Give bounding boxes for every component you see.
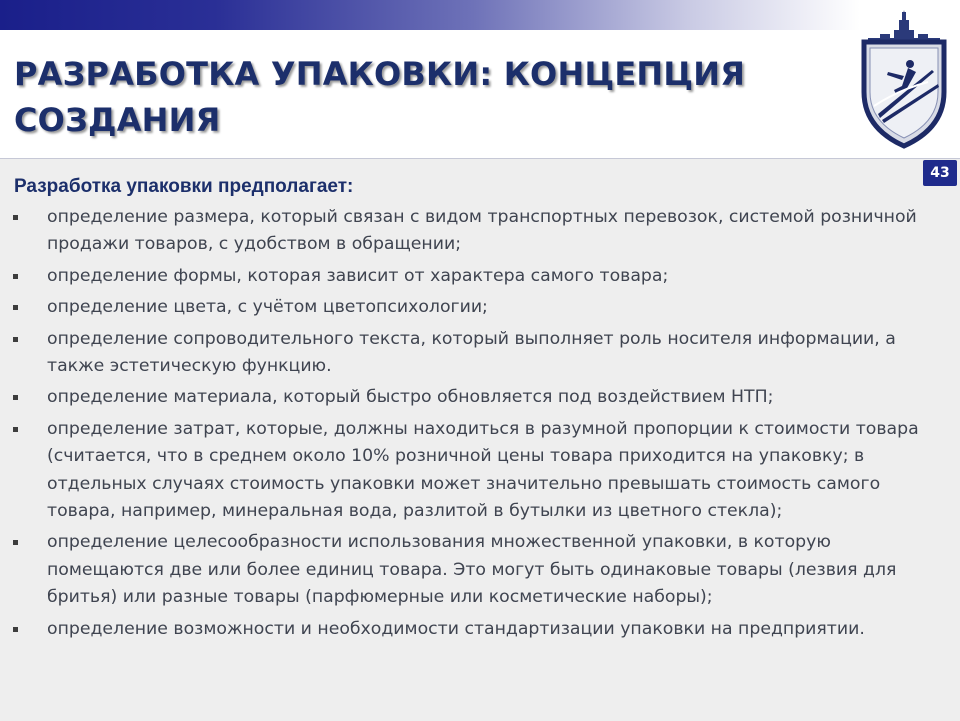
list-item-text: определение затрат, которые, должны находиться в разумной пропорции к стоимости товара (считается, что в среднем около 10% розничной цены товара приходится на упаковку; в отдельных случаях стоимость упаковки может значительно превышать стоимость самого товара, например, минеральная вода, разлитой в бутылки из цветного стекла); (47, 418, 919, 522)
list-item (0, 263, 940, 290)
list-item-text: определение цвета, с учётом цветопсихологии; (47, 297, 488, 318)
bullet-icon (13, 274, 18, 279)
bullet-icon (13, 427, 18, 432)
intro-heading: Разработка упаковки предполагает: (14, 176, 354, 197)
bullet-icon (13, 395, 18, 400)
list-item-text: определение размера, который связан с видом транспортных перевозок, системой розничной продажи товаров, с удобством в обращении; (47, 207, 917, 255)
header-gradient-bar (0, 0, 860, 30)
list-item (0, 294, 940, 321)
bullet-list (0, 204, 940, 647)
list-item-text: определение формы, которая зависит от характера самого товара; (47, 265, 669, 286)
bullet-icon (13, 627, 18, 632)
page-number-badge: 43 (923, 160, 957, 186)
slide-title-line1: РАЗРАБОТКА УПАКОВКИ: КОНЦЕПЦИЯ (14, 55, 746, 93)
list-item-text: определение сопроводительного текста, который выполняет роль носителя информации, а также эстетическую функцию. (47, 328, 896, 377)
bullet-icon (13, 540, 18, 545)
list-item-text: определение материала, который быстро обновляется под воздействием НТП; (47, 387, 774, 408)
slide-title (14, 51, 834, 143)
bullet-icon (13, 305, 18, 310)
list-item-text: определение целесообразности использования множественной упаковки, в которую помещаются две или более единиц товара. Это могут быть одинаковые товары (лезвия для бритья) или разные товары (парфюмерные или косметические наборы); (47, 532, 897, 608)
list-item-text: определение возможности и необходимости стандартизации упаковки на предприятии. (47, 618, 865, 639)
list-item (0, 384, 940, 411)
list-item (0, 616, 940, 643)
bullet-icon (13, 215, 18, 220)
bullet-icon (13, 337, 18, 342)
university-shield-logo (858, 10, 950, 150)
slide-title-line2: СОЗДАНИЯ (14, 101, 221, 139)
list-item (0, 204, 940, 259)
list-item (0, 529, 940, 611)
list-item (0, 326, 940, 381)
list-item (0, 416, 940, 526)
